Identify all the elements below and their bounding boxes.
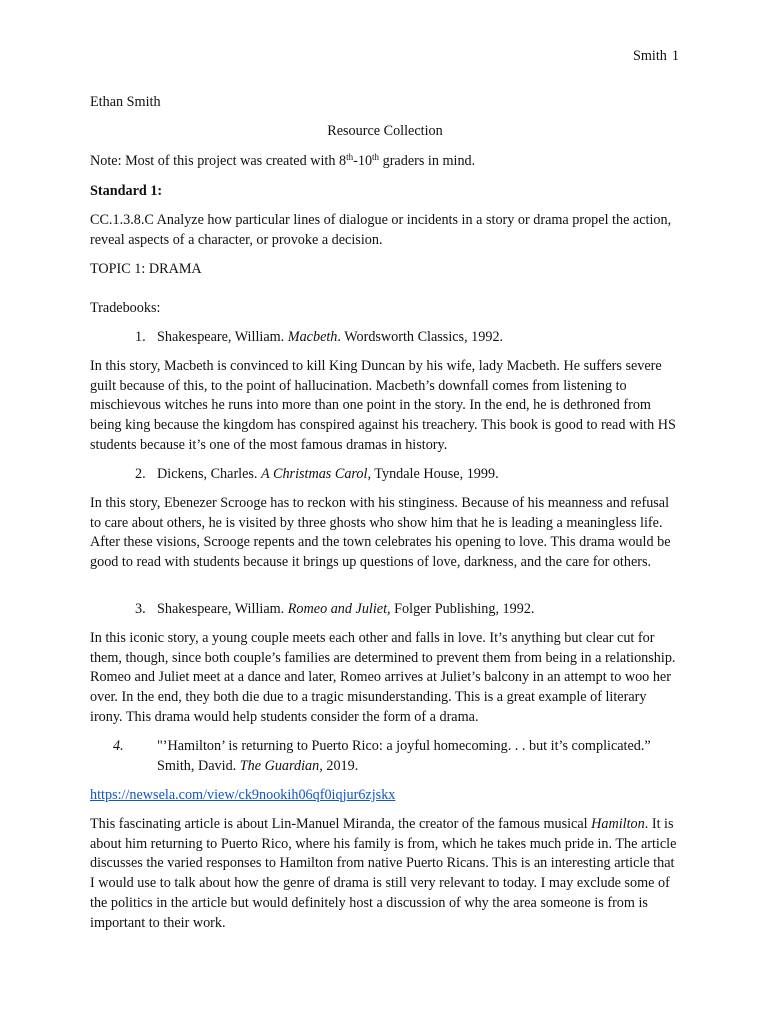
citation-3-number: 3. <box>135 601 146 617</box>
summary-3: In this iconic story, a young couple meets each other and falls in love. It’s anything but clear cut for them, though, since both couple’s families are determined to prevent them from being in a relationship. Romeo and Juliet meet at a dance and later, Romeo arrives at Juliet’s balcony in an attempt to woo her over. In the end, they both die due to a tragic misunderstanding. This is a great example of literary irony. This drama would help students consider the form of a drama. <box>90 630 676 725</box>
summary-4-rest: . It is about him returning to Puerto Rico, where his family is from, which he takes much pride in. The article discusses the varied responses to Hamilton from native Puerto Ricans. This is an interesting article that I would use to talk about how the genre of drama is still very relevant to today. I may exclude some of the politics in the article but would definitely host a discussion of why the area someone is from is important to their work. <box>90 816 677 931</box>
summary-4 <box>90 815 680 933</box>
topic-heading: TOPIC 1: DRAMA <box>90 261 202 277</box>
citation-4-author: Smith, David. <box>157 757 240 774</box>
note-superscript-2: th <box>372 152 380 162</box>
citation-2-number: 2. <box>135 466 146 482</box>
article-link-line <box>90 786 680 806</box>
summary-4-start: This fascinating article is about Lin-Manuel Miranda, the creator of the famous musical <box>90 816 592 832</box>
citation-3-publisher: Folger Publishing, 1992. <box>390 601 535 617</box>
note-text-mid: -10 <box>353 153 373 169</box>
article-link[interactable]: https://newsela.com/view/ck9nookih06qf0iqjur6zjskx <box>90 787 396 803</box>
header-page-number: 1 <box>671 48 679 64</box>
citation-3 <box>90 600 680 620</box>
citation-1-publisher: . Wordsworth Classics, 1992. <box>337 329 504 345</box>
note-superscript-1: th <box>346 152 354 162</box>
citation-2-title: A Christmas Carol, <box>261 466 372 482</box>
note-text-start: Note: Most of this project was created with 8 <box>90 153 347 169</box>
summary-1: In this story, Macbeth is convinced to kill King Duncan by his wife, lady Macbeth. He suffers severe guilt because of this, to the point of hallucination. Macbeth’s downfall comes from listening to mischievous witches he runs into more than one point in the story. In the end, he is dethroned from being king because the kingdom has conspired against his treachery. This book is good to read with HS students because it’s one of the most famous dramas in history. <box>90 358 676 453</box>
citation-3-author: Shakespeare, William. <box>157 601 288 617</box>
citation-2-author: Dickens, Charles. <box>157 466 262 482</box>
citation-2 <box>90 465 680 485</box>
standard-text: CC.1.3.8.C Analyze how particular lines of dialogue or incidents in a story or drama propel the action, reveal aspects of a character, or provoke a decision. <box>90 212 672 248</box>
citation-1 <box>90 328 680 348</box>
citation-4-number: 4. <box>113 738 124 754</box>
citation-2-publisher: Tyndale House, 1999. <box>371 466 499 482</box>
citation-1-number: 1. <box>135 329 146 345</box>
summary-4-musical-title: Hamilton <box>591 816 645 832</box>
citation-1-title: Macbeth <box>287 329 338 345</box>
header-author: Smith <box>633 48 667 64</box>
note <box>90 152 680 172</box>
citation-4-article-title: "’Hamilton’ is returning to Puerto Rico: a joyful homecoming. . . but it’s complicated.” <box>157 738 651 754</box>
summary-2: In this story, Ebenezer Scrooge has to reckon with his stinginess. Because of his meanness and refusal to care about others, he is visited by three ghosts who show him that he is leading a meaningless life. After these visions, Scrooge repents and the town celebrates his opening to love. This drama would be good to read with students because it brings up questions of love, darkness, and the care for others. <box>90 495 671 571</box>
document-title: Resource Collection <box>327 123 443 139</box>
citation-4-source <box>157 757 680 777</box>
citation-4-year: 2019. <box>322 757 359 774</box>
citation-1-author: Shakespeare, William. <box>157 329 288 345</box>
note-text-end: graders in mind. <box>379 153 476 169</box>
running-header <box>633 47 679 67</box>
tradebooks-label: Tradebooks: <box>90 300 161 316</box>
citation-4 <box>90 737 680 776</box>
author-name: Ethan Smith <box>90 94 161 110</box>
standard-heading: Standard 1: <box>90 183 163 199</box>
citation-4-publication: The Guardian, <box>239 757 323 774</box>
citation-3-title: Romeo and Juliet, <box>287 601 391 617</box>
